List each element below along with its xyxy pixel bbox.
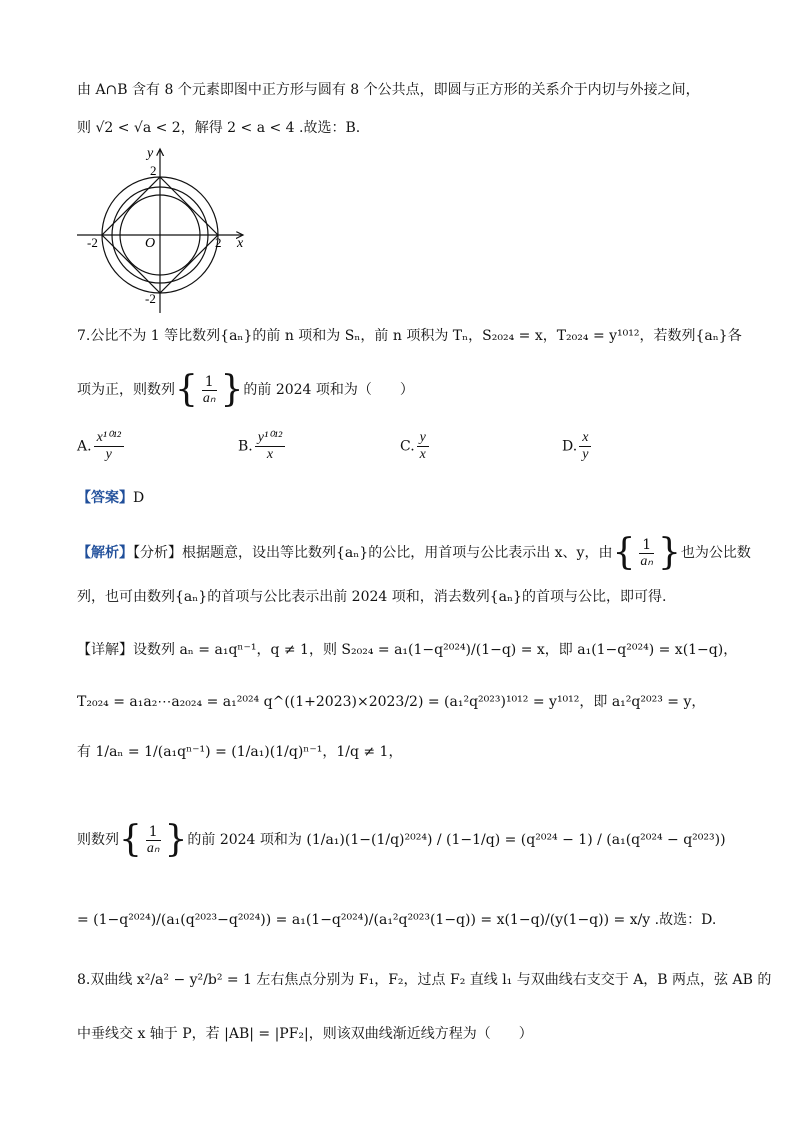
detail-line3: 有 1/aₙ = 1/(a₁qⁿ⁻¹) = (1/a₁)(1/q)ⁿ⁻¹，1/q ≠ 1， (77, 744, 403, 760)
option-d: D. $\frac{x}{y}$ (562, 430, 593, 463)
circle-square-figure (75, 143, 255, 315)
analysis-line2: 列，也可由数列{aₙ}的首项与公比表示出前 2024 项和，消去数列{aₙ}的首项与公比，即可得. (77, 589, 667, 605)
option-b: B. $\frac{\text{y¹⁰¹²}}{x}$ (238, 430, 287, 463)
y-label: y (147, 146, 154, 161)
answer-line: 【答案】D (77, 490, 145, 506)
analysis-line1: 【解析】【分析】根据题意，设出等比数列{aₙ}的公比，用首项与公比表示出 x、y，由{ $\frac{1}{\text{aₙ}}$ }也为公比数 (77, 532, 751, 573)
tick-top: 2 (150, 163, 157, 178)
option-a: A. $\frac{\text{x¹⁰¹²}}{y}$ (77, 430, 126, 463)
detail-line2: T₂₀₂₄ = a₁a₂⋯a₂₀₂₄ = a₁²⁰²⁴ q^((1+2023)×2023/2) = (a₁²q²⁰²³)¹⁰¹² = y¹⁰¹²，即 a₁²q²⁰²³ = y， (77, 694, 706, 710)
origin-label: O (145, 236, 156, 251)
tick-right: 2 (215, 235, 222, 250)
q7-stem-line1: 7.公比不为 1 等比数列{aₙ}的前 n 项和为 Sₙ，前 n 项积为 Tₙ，S₂₀₂₄ = x，T₂₀₂₄ = y¹⁰¹²，若数列{aₙ}各 (77, 328, 742, 344)
q7-stem-line2: 项为正，则数列{ $\frac{1}{\text{aₙ}}$ }的前 2024 项和为（ ） (77, 369, 414, 410)
text-line: 则 √2 < √a < 2，解得 2 < a < 4 .故选：B. (77, 120, 361, 136)
detail-line1: 【详解】设数列 aₙ = a₁qⁿ⁻¹，q ≠ 1，则 S₂₀₂₄ = a₁(1−q²⁰²⁴)/(1−q) = x，即 a₁(1−q²⁰²⁴) = x(1−q)， (77, 642, 738, 658)
q8-stem-line2: 中垂线交 x 轴于 P，若 |AB| = |PF₂|，则该双曲线渐近线方程为（ ） (77, 1026, 533, 1042)
tick-left: -2 (87, 235, 98, 250)
text-line: 由 A∩B 含有 8 个元素即图中正方形与圆有 8 个公共点，即圆与正方形的关系介于内切与外接之间， (77, 82, 700, 98)
x-label: x (237, 236, 244, 251)
detail-line5: = (1−q²⁰²⁴)/(a₁(q²⁰²³−q²⁰²⁴)) = a₁(1−q²⁰²⁴)/(a₁²q²⁰²³(1−q)) = x(1−q)/(y(1−q)) = x/y .故选：D. (77, 912, 717, 928)
option-c: C. $\frac{y}{x}$ (400, 430, 431, 463)
q8-stem-line1: 8.双曲线 x²/a² − y²/b² = 1 左右焦点分别为 F₁，F₂，过点 F₂ 直线 l₁ 与双曲线右支交于 A，B 两点，弦 AB 的 (77, 972, 772, 988)
detail-line4: 则数列{ $\frac{1}{\text{aₙ}}$ }的前 2024 项和为 (1/a₁)(1−(1/q)²⁰²⁴) / (1−1/q) = (q²⁰²⁴ − 1) / (a₁(q²⁰²⁴ − q²⁰²³)) (77, 819, 726, 860)
tick-bottom: -2 (145, 291, 156, 306)
